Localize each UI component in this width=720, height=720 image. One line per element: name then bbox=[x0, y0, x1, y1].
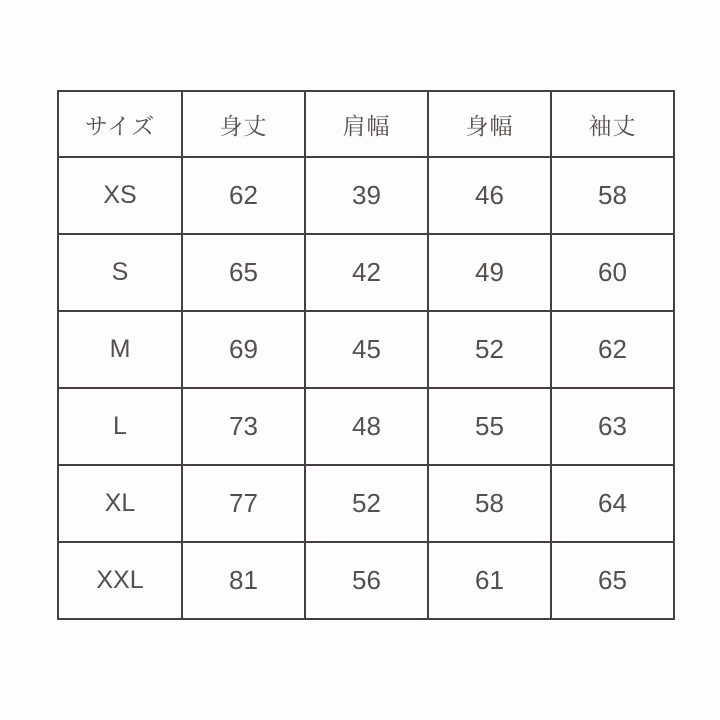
column-header-size: サイズ bbox=[58, 91, 182, 157]
column-header-sleeve-length: 袖丈 bbox=[551, 91, 674, 157]
size-chart-header bbox=[58, 91, 674, 157]
sleeve-length-cell: 62 bbox=[551, 311, 674, 388]
table-row-m bbox=[58, 311, 674, 388]
body-width-cell: 55 bbox=[428, 388, 551, 465]
body-width-cell: 49 bbox=[428, 234, 551, 311]
table-row-xxl bbox=[58, 542, 674, 619]
shoulder-width-cell: 39 bbox=[305, 157, 428, 234]
body-length-cell: 73 bbox=[182, 388, 305, 465]
size-cell: L bbox=[58, 388, 182, 465]
column-header-body-length: 身丈 bbox=[182, 91, 305, 157]
table-row-xl bbox=[58, 465, 674, 542]
body-length-cell: 69 bbox=[182, 311, 305, 388]
size-cell: S bbox=[58, 234, 182, 311]
shoulder-width-cell: 48 bbox=[305, 388, 428, 465]
sleeve-length-cell: 60 bbox=[551, 234, 674, 311]
shoulder-width-cell: 45 bbox=[305, 311, 428, 388]
column-header-body-width: 身幅 bbox=[428, 91, 551, 157]
size-chart-table bbox=[57, 90, 675, 620]
body-width-cell: 61 bbox=[428, 542, 551, 619]
table-row-l bbox=[58, 388, 674, 465]
column-header-shoulder-width: 肩幅 bbox=[305, 91, 428, 157]
header-row bbox=[58, 91, 674, 157]
size-cell: XS bbox=[58, 157, 182, 234]
table-row-s bbox=[58, 234, 674, 311]
body-length-cell: 77 bbox=[182, 465, 305, 542]
size-chart-body bbox=[58, 157, 674, 619]
body-width-cell: 46 bbox=[428, 157, 551, 234]
table-row-xs bbox=[58, 157, 674, 234]
body-width-cell: 52 bbox=[428, 311, 551, 388]
shoulder-width-cell: 56 bbox=[305, 542, 428, 619]
shoulder-width-cell: 52 bbox=[305, 465, 428, 542]
body-length-cell: 62 bbox=[182, 157, 305, 234]
sleeve-length-cell: 64 bbox=[551, 465, 674, 542]
size-cell: XL bbox=[58, 465, 182, 542]
size-cell: XXL bbox=[58, 542, 182, 619]
sleeve-length-cell: 65 bbox=[551, 542, 674, 619]
sleeve-length-cell: 58 bbox=[551, 157, 674, 234]
size-cell: M bbox=[58, 311, 182, 388]
body-length-cell: 65 bbox=[182, 234, 305, 311]
body-width-cell: 58 bbox=[428, 465, 551, 542]
body-length-cell: 81 bbox=[182, 542, 305, 619]
sleeve-length-cell: 63 bbox=[551, 388, 674, 465]
shoulder-width-cell: 42 bbox=[305, 234, 428, 311]
